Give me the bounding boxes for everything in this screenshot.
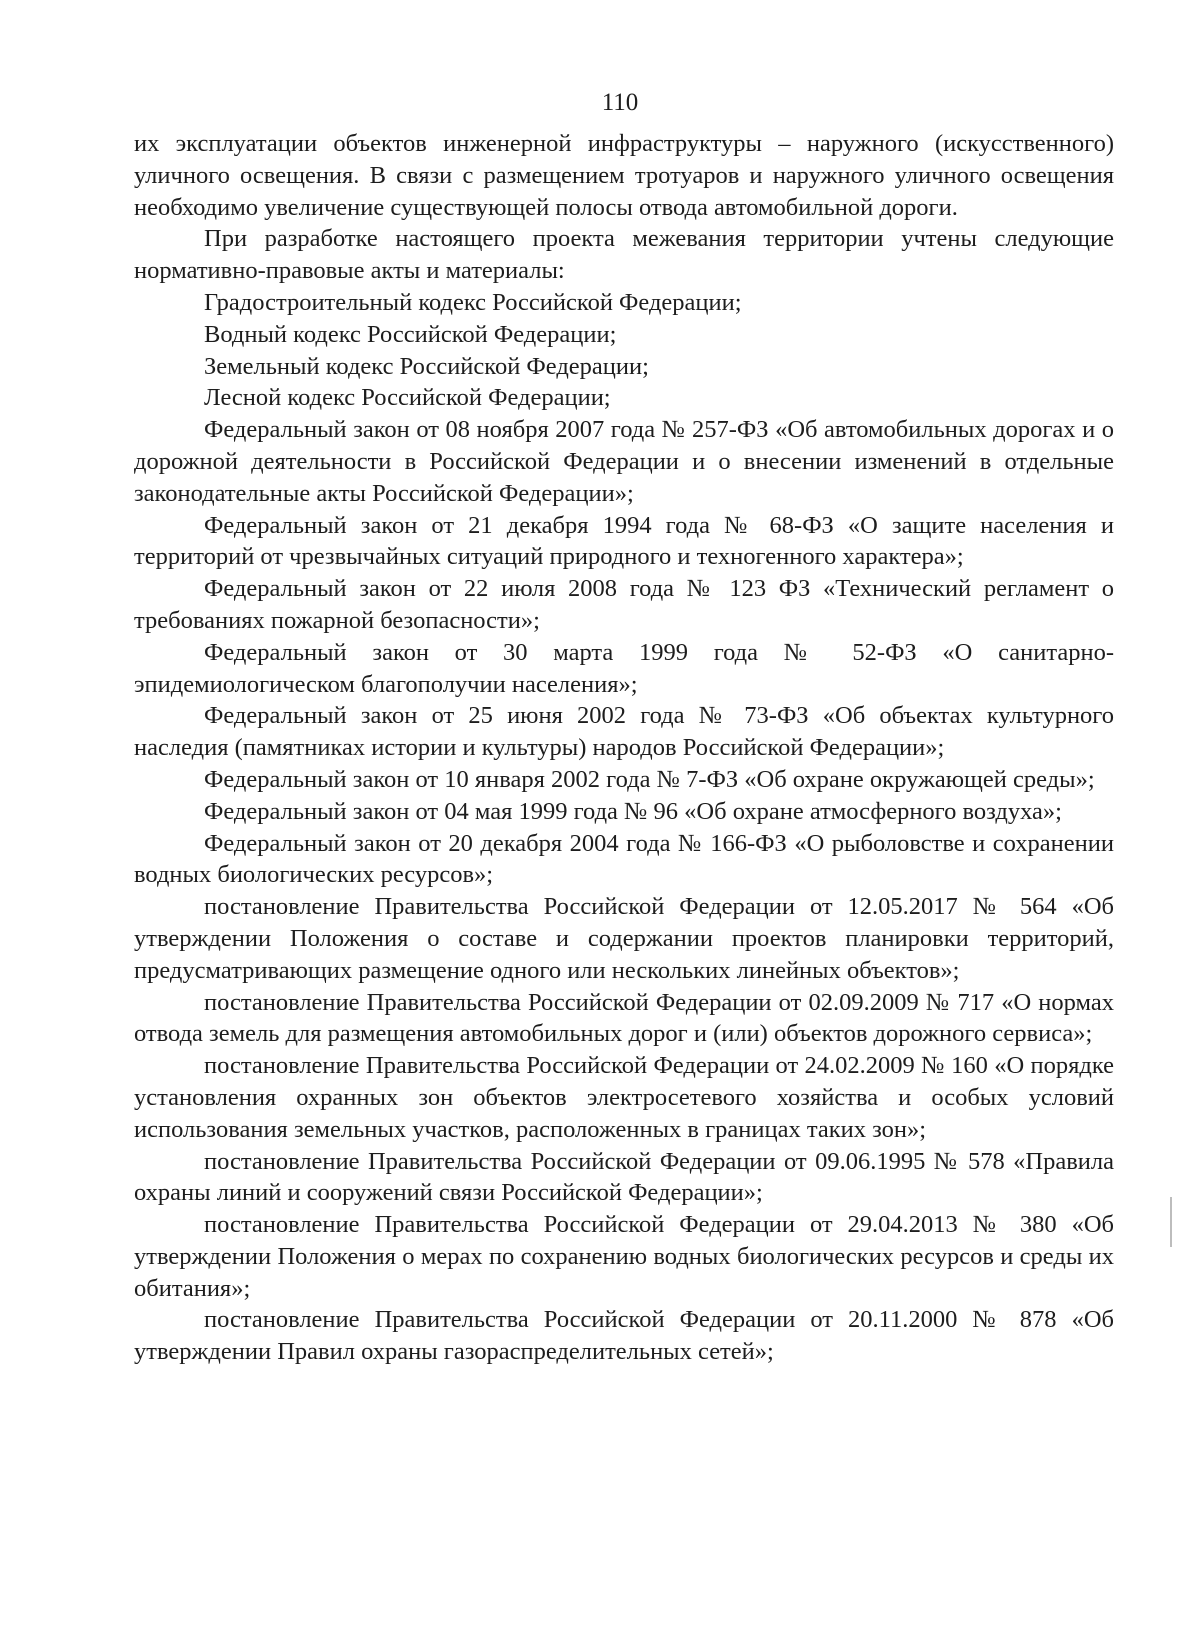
list-item-law: Федеральный закон от 20 декабря 2004 года № 166-ФЗ «О рыболовстве и сохранении водных биологических ресурсов»; [134, 829, 1114, 889]
paragraph-intro: При разработке настоящего проекта межевания территории учтены следующие нормативно-правовые акты и материалы: [134, 225, 1114, 285]
list-item-code: Водный кодекс Российской Федерации; [204, 320, 617, 348]
document-body [134, 128, 1114, 1368]
list-item-decree: постановление Правительства Российской Федерации от 12.05.2017 № 564 «Об утверждении Положения о составе и содержании проектов планировки территорий, предусматривающих размещение одного или нескольких линейных объектов»; [134, 893, 1114, 984]
paragraph-continuation: их эксплуатации объектов инженерной инфраструктуры – наружного (искусственного) уличного освещения. В связи с размещением тротуаров и наружного уличного освещения необходимо увеличение существующей полосы отвода автомобильной дороги. [134, 130, 1114, 221]
list-item-code: Земельный кодекс Российской Федерации; [204, 352, 649, 380]
page-number: 110 [601, 89, 639, 116]
list-item-code: Лесной кодекс Российской Федерации; [204, 384, 611, 412]
scan-artifact-line [1170, 1197, 1172, 1247]
list-item-decree: постановление Правительства Российской Федерации от 29.04.2013 № 380 «Об утверждении Положения о мерах по сохранению водных биологических ресурсов и среды их обитания»; [134, 1211, 1114, 1302]
list-item-law: Федеральный закон от 10 января 2002 года № 7-ФЗ «Об охране окружающей среды»; [204, 765, 1095, 793]
list-item-decree: постановление Правительства Российской Федерации от 24.02.2009 № 160 «О порядке установления охранных зон объектов электросетевого хозяйства и особых условий использования земельных участков, расположенных в границах таких зон»; [134, 1052, 1114, 1143]
list-item-law: Федеральный закон от 22 июля 2008 года № 123 ФЗ «Технический регламент о требованиях пожарной безопасности»; [134, 575, 1114, 634]
list-item-law: Федеральный закон от 08 ноября 2007 года № 257-ФЗ «Об автомобильных дорогах и о дорожной деятельности в Российской Федерации и о внесении изменений в отдельные законодательные акты Российской Федерации»; [134, 416, 1114, 507]
list-item-code: Градостроительный кодекс Российской Федерации; [204, 288, 742, 316]
list-item-law: Федеральный закон от 30 марта 1999 года № 52-ФЗ «О санитарно-эпидемиологическом благополучии населения»; [134, 638, 1114, 698]
list-item-law: Федеральный закон от 21 декабря 1994 года № 68-ФЗ «О защите населения и территорий от чрезвычайных ситуаций природного и техногенного характера»; [134, 511, 1114, 571]
list-item-decree: постановление Правительства Российской Федерации от 02.09.2009 № 717 «О нормах отвода земель для размещения автомобильных дорог и (или) объектов дорожного сервиса»; [134, 988, 1114, 1048]
list-item-law: Федеральный закон от 04 мая 1999 года № 96 «Об охране атмосферного воздуха»; [204, 797, 1062, 825]
list-item-decree: постановление Правительства Российской Федерации от 20.11.2000 № 878 «Об утверждении Правил охраны газораспределительных сетей»; [134, 1306, 1114, 1366]
list-item-law: Федеральный закон от 25 июня 2002 года № 73-ФЗ «Об объектах культурного наследия (памятниках истории и культуры) народов Российской Федерации»; [134, 702, 1114, 762]
list-item-decree: постановление Правительства Российской Федерации от 09.06.1995 № 578 «Правила охраны линий и сооружений связи Российской Федерации»; [134, 1147, 1114, 1207]
